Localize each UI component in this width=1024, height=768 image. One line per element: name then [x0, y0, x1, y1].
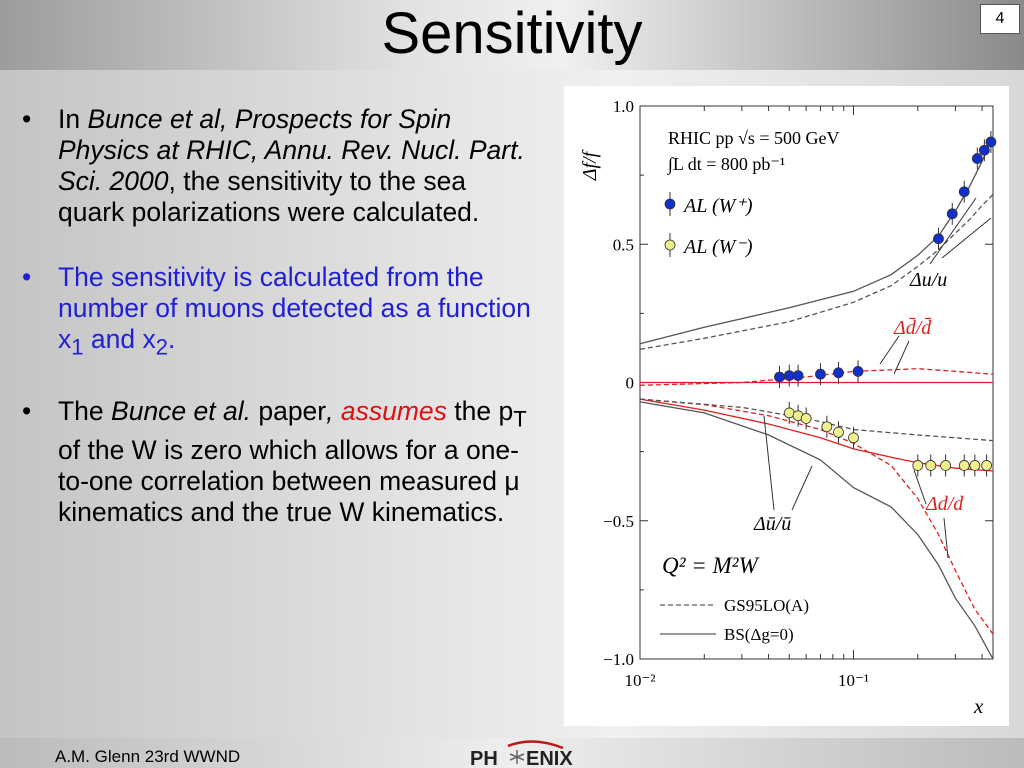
bullet-text: The sensitivity is calculated from the number of muons detected as a function x	[58, 262, 531, 354]
data-point	[941, 460, 951, 470]
emphasis-text: assumes	[340, 396, 447, 427]
footer-author: A.M. Glenn 23rd WWND	[55, 747, 241, 766]
data-point	[849, 433, 859, 443]
data-point	[793, 371, 803, 381]
curve-pointer	[930, 198, 991, 264]
legend-marker	[665, 240, 675, 250]
bullet-text: ,	[326, 396, 334, 427]
chart-svg	[564, 86, 1009, 726]
subscript: 2	[155, 334, 169, 360]
legend-marker	[665, 199, 675, 209]
data-point	[774, 372, 784, 382]
bullet-text: the p	[446, 396, 514, 427]
data-point	[982, 460, 992, 470]
bullet-dot: •	[22, 396, 32, 427]
data-point	[822, 422, 832, 432]
curve-pointer	[764, 416, 812, 510]
curve-label-ubar-u: Δū/ū	[754, 513, 792, 535]
curve-label-dd: Δd/d	[926, 493, 964, 515]
curve-line	[640, 399, 993, 634]
data-point	[913, 460, 923, 470]
curve-pointer	[880, 336, 909, 374]
svg-text:PH: PH	[470, 748, 498, 768]
curve-line	[640, 399, 993, 441]
data-point	[833, 368, 843, 378]
bullet-list	[22, 104, 532, 562]
curve-label-du: Δu/u	[910, 269, 948, 291]
bullet-dot: •	[22, 262, 32, 292]
y-tick-label: 0.5	[612, 235, 634, 255]
bullet-text: The	[58, 396, 112, 427]
svg-text:ENIX: ENIX	[526, 748, 573, 768]
bullet-assumption	[22, 396, 532, 527]
data-point	[833, 427, 843, 437]
citation-text: Bunce et al, Prospects for Spin Physics at RHIC, Annu. Rev. Nucl. Part. Sci. 2000	[58, 104, 525, 196]
legend-label: AL (W⁺)	[684, 195, 753, 217]
sensitivity-chart	[564, 86, 1009, 726]
data-point	[815, 369, 825, 379]
data-point	[959, 460, 969, 470]
x-tick-label: 10⁻¹	[837, 671, 870, 690]
bullet-text: and x	[83, 324, 156, 354]
q2-label: Q² = M²W	[662, 553, 758, 578]
bullet-dot: •	[22, 104, 32, 134]
citation-text: Bunce et al.	[111, 396, 251, 427]
y-tick-label: −1.0	[603, 650, 634, 669]
bullet-text: .	[168, 324, 176, 354]
data-point	[970, 460, 980, 470]
curve-label-dbar-d: Δd̄/d̄	[894, 317, 932, 339]
data-point	[947, 209, 957, 219]
bullet-text: paper	[250, 396, 327, 427]
curve-line	[640, 399, 993, 471]
data-point	[933, 234, 943, 244]
y-tick-label: −0.5	[603, 511, 634, 531]
y-tick-label: 1.0	[612, 97, 634, 116]
bullet-reference	[22, 104, 532, 228]
legend-label: GS95LO(A)	[724, 596, 809, 615]
x-tick-label: 10⁻²	[624, 671, 656, 690]
bullet-text: of the W is zero which allows for a one-to-one correlation between measured μ kinematics and the true W kinematics.	[58, 434, 520, 527]
y-axis-label: Δf/f	[579, 151, 601, 181]
y-tick-label: 0	[625, 373, 634, 393]
data-point	[926, 460, 936, 470]
data-point	[986, 137, 996, 147]
luminosity-annotation: ∫L dt = 800 pb⁻¹	[668, 154, 786, 174]
legend-label: AL (W⁻)	[684, 236, 753, 258]
energy-annotation: RHIC pp √s = 500 GeV	[668, 128, 840, 148]
data-point	[853, 366, 863, 376]
data-point	[979, 145, 989, 155]
data-point	[972, 154, 982, 164]
subscript: 1	[71, 334, 84, 360]
slide-title: Sensitivity	[381, 1, 643, 66]
data-point	[959, 187, 969, 197]
phenix-logo	[468, 740, 598, 768]
x-axis-label: x	[974, 694, 984, 718]
bullet-sensitivity	[22, 262, 532, 362]
bullet-text: In	[58, 104, 88, 134]
legend-label: BS(Δg=0)	[724, 625, 794, 644]
curve-line	[640, 402, 993, 659]
bullet-text: , the sensitivity to the sea quark polarizations were calculated.	[58, 166, 480, 227]
subscript: T	[513, 406, 527, 432]
data-point	[801, 413, 811, 423]
page-number: 4	[980, 4, 1020, 34]
